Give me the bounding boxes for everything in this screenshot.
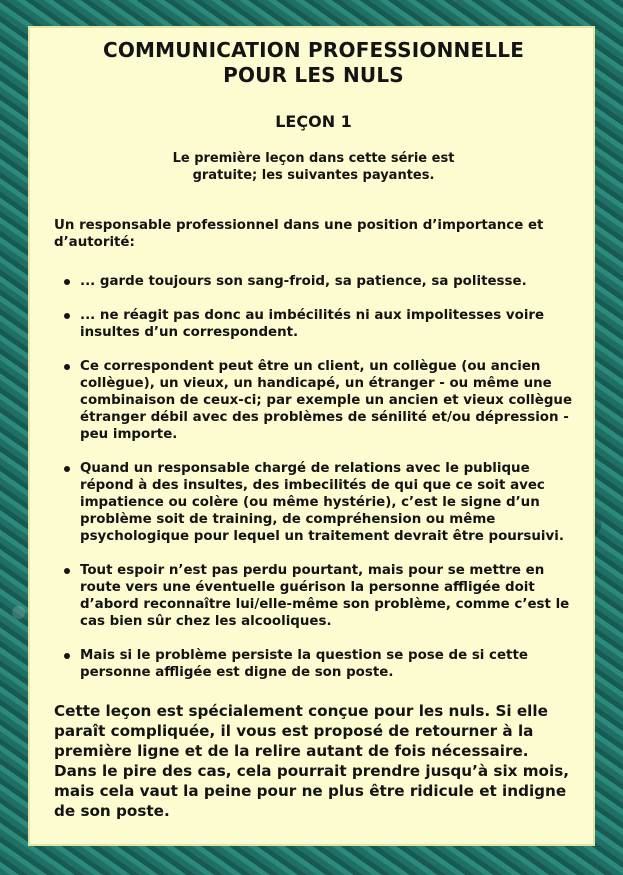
document-title: [54, 38, 573, 88]
bullet-text: Ce correspondent peut être un client, un collègue (ou ancien collègue), un vieux, un handicapé, un étranger - ou même une combinaison de ceux-ci; par exemple un ancien et vieux collègue étranger débil avec des problèmes de sénilité et/ou dépression - peu importe.: [80, 359, 573, 442]
document-panel: [28, 26, 595, 846]
subtitle-line-1: Le première leçon dans cette série est: [172, 151, 455, 166]
bullet-dot-icon: [64, 568, 70, 574]
bullet-item: [54, 307, 573, 341]
bullet-dot-icon: [64, 313, 70, 319]
intro-paragraph: Un responsable professionnel dans une position d’importance et d’autorité:: [54, 218, 544, 250]
bullet-item: [54, 562, 573, 630]
bullet-dot-icon: [64, 279, 70, 285]
bullet-item: [54, 647, 573, 681]
conclusion-paragraph: Cette leçon est spécialement conçue pour les nuls. Si elle paraît compliquée, il vous est proposé de retourner à la première ligne et de la relire autant de fois nécessaire. Dans le pire des cas, cela pourrait prendre jusqu’à six mois, mais cela vaut la peine pour ne plus être ridicule et indigne de son poste.: [54, 702, 570, 820]
title-line-1: COMMUNICATION PROFESSIONNELLE: [102, 38, 525, 62]
bullet-list: [54, 273, 573, 681]
bullet-dot-icon: [64, 653, 70, 659]
subtitle: [54, 150, 573, 184]
bullet-dot-icon: [64, 466, 70, 472]
title-line-2: POUR LES NULS: [223, 63, 404, 87]
bullet-item: [54, 273, 573, 290]
bullet-item: [54, 460, 573, 545]
bullet-text: Quand un responsable chargé de relations avec le publique répond à des insultes, des imbecilités de qui que ce soit avec impatience ou colère (ou même hystérie), c’est le signe d’un problème soit de training, de compréhension ou même psychologique pour lequel un traitement devrait être poursuivi.: [80, 461, 564, 544]
subtitle-line-2: gratuite; les suivantes payantes.: [192, 168, 435, 183]
bullet-text: Mais si le problème persiste la question se pose de si cette personne affligée est digne de son poste.: [80, 648, 528, 680]
bullet-text: ... garde toujours son sang-froid, sa patience, sa politesse.: [80, 274, 527, 289]
bullet-text: ... ne réagit pas donc au imbécilités ni aux impolitesses voire insultes d’un correspondent.: [80, 308, 545, 340]
lesson-heading: LEÇON 1: [275, 112, 352, 131]
bullet-item: [54, 358, 573, 443]
bullet-text: Tout espoir n’est pas perdu pourtant, mais pour se mettre en route vers une éventuelle guérison la personne affligée doit d’abord reconnaître lui/elle-même son problème, comme c’est le cas bien sûr chez les alcooliques.: [80, 563, 570, 629]
bullet-dot-icon: [64, 364, 70, 370]
